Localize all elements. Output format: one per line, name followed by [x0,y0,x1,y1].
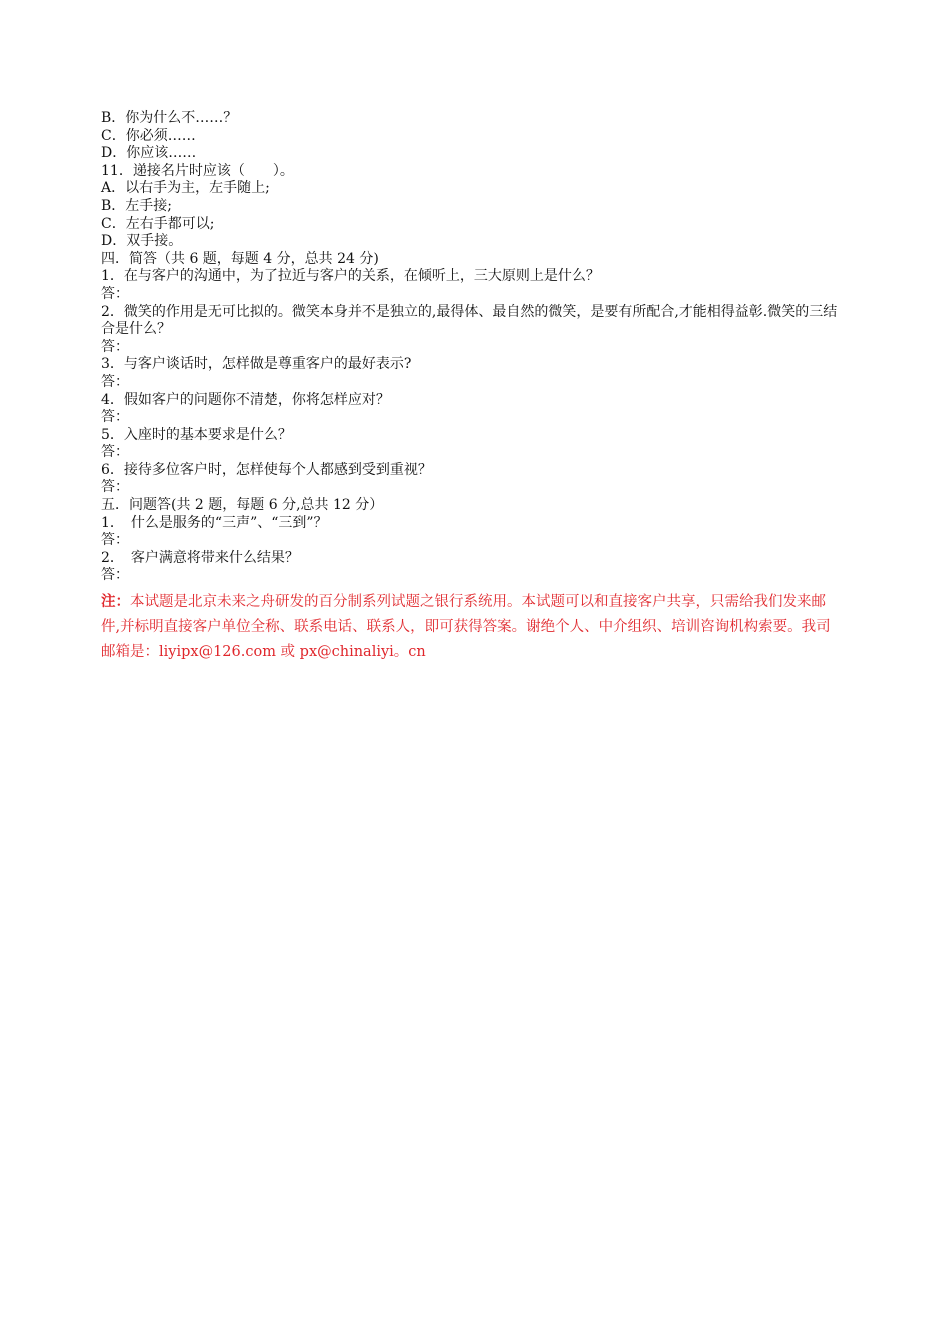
text-line: 11．递接名片时应该（ ）。 [101,162,294,179]
note-label: 注： [101,593,130,611]
text-line: 4．假如客户的问题你不清楚，你将怎样应对？ [101,391,390,408]
text-line: 五．问题答(共 2 题，每题 6 分,总共 12 分） [101,497,384,514]
text-line: 答： [101,285,129,302]
text-line: 答： [101,479,129,496]
question-lines [101,110,843,585]
text-line: 5．入座时的基本要求是什么？ [101,426,292,443]
text-line: 答： [101,532,129,549]
text-line: D．你应该…… [101,145,197,162]
text-line: 3．与客户谈话时，怎样做是尊重客户的最好表示? [101,356,412,373]
text-line: C．左右手都可以; [101,215,215,232]
text-line: 2．微笑的作用是无可比拟的。微笑本身并不是独立的,最得体、最自然的微笑，是要有所配合,才能相得益彰.微笑的三结合是什么？ [101,303,838,338]
text-line: 答： [101,373,129,390]
note-text: 本试题是北京未来之舟研发的百分制系列试题之银行系统用。本试题可以和直接客户共享，只需给我们发来邮件,并标明直接客户单位全称、联系电话、联系人，即可获得答案。谢绝个人、中介组织、培训咨询机构索要。我司邮箱是：liyipx@126.com 或 px@chinaliyi。cn [101,594,831,661]
text-line: 答： [101,567,129,584]
text-line: 答： [101,444,129,461]
text-line: 答： [101,338,129,355]
text-line: D．双手接。 [101,233,183,250]
text-line: 答： [101,409,129,426]
text-line: 四．简答（共 6 题，每题 4 分，总共 24 分) [101,250,379,267]
text-line: C．你必须…… [101,127,196,144]
text-line: A．以右手为主，左手随上; [101,180,270,197]
text-line: 6．接待多位客户时，怎样使每个人都感到受到重视？ [101,461,432,478]
text-line: B．你为什么不……？ [101,110,238,126]
text-line: 1． 什么是服务的“三声”、“三到”？ [101,514,328,531]
document-page [101,110,843,665]
text-line: 1．在与客户的沟通中，为了拉近与客户的关系，在倾听上，三大原则上是什么？ [101,268,600,285]
text-line: B．左手接; [101,197,173,214]
footer-note [101,589,843,665]
text-line: 2． 客户满意将带来什么结果？ [101,549,299,566]
